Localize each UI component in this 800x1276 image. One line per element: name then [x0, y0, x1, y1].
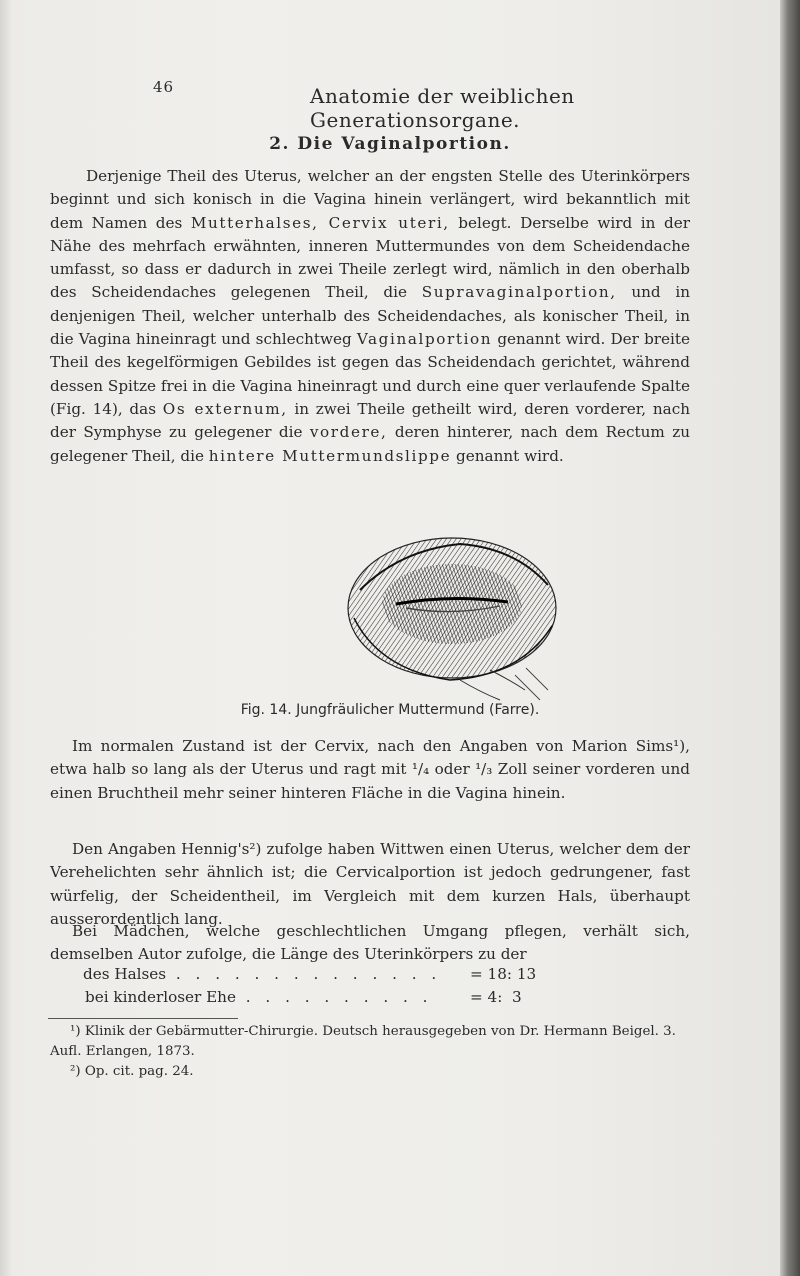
term-mutterhals: Mutterhalses, Cervix uteri,: [190, 213, 450, 232]
footnote-rule: [48, 1018, 238, 1019]
page-number: 46: [153, 78, 175, 96]
page-header: [0, 78, 780, 132]
footnote: ¹) Klinik der Gebärmutter-Chirurgie. Deutsch herausgegeben von Dr. Hermann Beigel. 3. Aufl. Erlangen, 1873.: [50, 1024, 676, 1059]
text-run: genannt wird.: [451, 446, 564, 465]
footnotes: [50, 1022, 690, 1082]
cervix-engraving: [340, 530, 580, 705]
text-run: in zwei Theile getheilt wird, deren vorderer, nach der Symphyse zu gelegener die: [50, 399, 690, 442]
text-run: genannt wird. Der breite Theil des kegelförmigen Gebildes ist gegen das Scheidendach gerichtet, während dessen Spitze frei in die Vagina hineinragt und durch eine quer verlaufende Spalte (Fig. 14), das: [50, 330, 690, 418]
ratio-row: [0, 965, 780, 988]
term-hintere-muttermundslippe: hintere Muttermundslippe: [208, 446, 452, 465]
paragraph-hennig: Den Angaben Hennig's²) zufolge haben Wittwen einen Uterus, welcher dem der Verehelichten sehr ähnlich ist; die Cervicalportion ist jedoch gedrungener, fast würfelig, der Scheidentheil, im Vergleich mit dem kurzen Hals, überhaupt ausserordentlich lang.: [50, 840, 690, 928]
term-os-externum: Os externum,: [162, 399, 288, 418]
text-run: belegt. Derselbe wird in der Nähe des mehrfach erwähnten, inneren Muttermundes von dem Scheidendache umfasst, so dass er dadurch in zwei Theile zerlegt wird, nämlich in den oberhalb des Scheidendaches gelegenen Theil, die: [50, 213, 690, 302]
running-head: Anatomie der weiblichen Generationsorgane.: [310, 84, 575, 132]
section-title: 2. Die Vaginalportion.: [269, 134, 511, 154]
figure-illustration: [340, 530, 580, 705]
ratio-row: [0, 988, 780, 1011]
footnote: ²) Op. cit. pag. 24.: [70, 1064, 194, 1079]
text-run: deren hinterer, nach dem Rectum zu gelegener Theil, die: [50, 423, 690, 465]
ratio-label-text: bei kinderloser Ehe: [85, 988, 236, 1006]
ratio-table: [0, 965, 780, 1011]
ratio-label-text: des Halses: [83, 965, 167, 983]
leader-dots: . . . . . . . . . . . . . .: [166, 965, 442, 983]
leader-dots: . . . . . . . . . .: [235, 988, 433, 1006]
paragraph-maedchen: Bei Mädchen, welche geschlechtlichen Umgang pflegen, verhält sich, demselben Autor zufolge, die Länge des Uterinkörpers zu der: [50, 922, 690, 964]
page-gutter: [0, 0, 12, 1276]
term-vaginalportion: Vaginalportion: [356, 330, 493, 349]
ratio-label: [83, 965, 441, 983]
page-edge-shadow: [780, 0, 800, 1276]
ratio-label: [85, 988, 433, 1006]
text-run: und in denjenigen Theil, welcher unterhalb des Scheidendaches, als konischer Theil, in die Vagina hineinragt und schlechtweg: [50, 283, 690, 349]
paragraph-vaginal-portion: [50, 165, 690, 468]
paragraph-marion-sims: Im normalen Zustand ist der Cervix, nach den Angaben von Marion Sims¹), etwa halb so lang als der Uterus und ragt mit ¹/₄ oder ¹/₃ Zoll seiner vorderen und einen Bruchtheil mehr seiner hinteren Fläche in die Vagina hinein.: [50, 737, 690, 802]
text-run: Derjenige Theil des Uterus, welcher an der engsten Stelle des Uterinkörpers beginnt und sich konisch in die Vagina hinein verlängert, wird bekanntlich mit dem Namen des: [50, 167, 690, 232]
term-vordere: vordere,: [309, 423, 388, 442]
ratio-value: = 18: 13: [470, 965, 537, 983]
ratio-value: = 4: 3: [470, 988, 522, 1006]
figure-caption: Fig. 14. Jungfräulicher Muttermund (Farre).: [240, 702, 540, 718]
term-supravaginalportion: Supravaginalportion,: [421, 283, 617, 302]
